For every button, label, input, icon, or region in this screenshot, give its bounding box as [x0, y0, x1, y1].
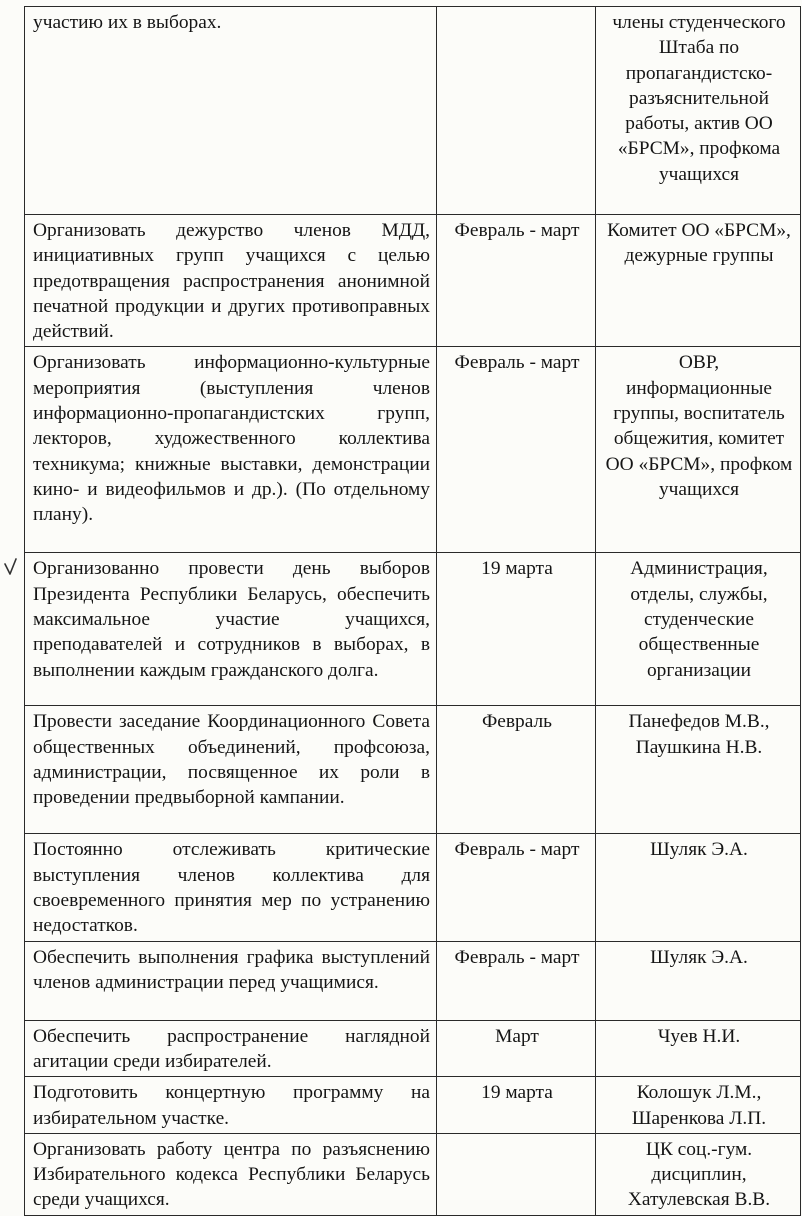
table-row — [25, 1077, 801, 1134]
task-cell: Обеспечить распространение наглядной агитации среди избирателей. — [25, 1020, 437, 1077]
task-cell: Организовать информационно-культурные мероприятия (выступления членов информационно-пропагандистских групп, лекторов, художественного коллектива техникума; книжные выставки, демонстрации кино- и видеофильмов и др.). (По отдельному плану). — [25, 347, 437, 553]
table-row — [25, 347, 801, 553]
task-cell: участию их в выборах. — [25, 7, 437, 215]
date-cell: Март — [437, 1020, 596, 1077]
responsible-cell: Колошук Л.М., Шаренкова Л.П. — [596, 1077, 801, 1134]
responsible-cell: ОВР, информационные группы, воспитатель общежития, комитет ОО «БРСМ», профком учащихся — [596, 347, 801, 553]
date-cell: Февраль — [437, 706, 596, 834]
table-row — [25, 553, 801, 706]
event-plan-table — [24, 6, 801, 1216]
task-cell: Постоянно отслеживать критические выступления членов коллектива для своевременного принятия мер по устранению недостатков. — [25, 834, 437, 941]
table-row — [25, 1133, 801, 1215]
task-cell: Организовать работу центра по разъяснению Избирательного кодекса Республики Беларусь среди учащихся. — [25, 1133, 437, 1215]
responsible-cell: Панефедов М.В., Паушкина Н.В. — [596, 706, 801, 834]
responsible-cell: члены студенческого Штаба по пропагандистско-разъяснительной работы, актив ОО «БРСМ», профкома учащихся — [596, 7, 801, 215]
responsible-cell: Комитет ОО «БРСМ», дежурные группы — [596, 215, 801, 347]
responsible-cell: Администрация, отделы, службы, студенческие общественные организации — [596, 553, 801, 706]
date-cell: Февраль - март — [437, 347, 596, 553]
table-row — [25, 215, 801, 347]
date-cell — [437, 1133, 596, 1215]
task-cell: Обеспечить выполнения графика выступлений членов администрации перед учащимися. — [25, 941, 437, 1020]
responsible-cell: ЦК соц.-гум. дисциплин, Хатулевская В.В. — [596, 1133, 801, 1215]
task-cell: Организовать дежурство членов МДД, инициативных групп учащихся с целью предотвращения распространения анонимной печатной продукции и других противоправных действий. — [25, 215, 437, 347]
date-cell: Февраль - март — [437, 215, 596, 347]
responsible-cell: Шуляк Э.А. — [596, 941, 801, 1020]
task-cell: Подготовить концертную программу на избирательном участке. — [25, 1077, 437, 1134]
table-row — [25, 834, 801, 941]
date-cell: Февраль - март — [437, 834, 596, 941]
task-cell: Провести заседание Координационного Совета общественных объединений, профсоюза, администрации, посвященное их роли в проведении предвыборной кампании. — [25, 706, 437, 834]
date-cell: 19 марта — [437, 1077, 596, 1134]
task-cell: Организованно провести день выборов Президента Республики Беларусь, обеспечить максимальное участие учащихся, преподавателей и сотрудников в выборах, в выполнении каждым гражданского долга. — [25, 553, 437, 706]
handwritten-check-mark — [4, 558, 18, 576]
table-row — [25, 1020, 801, 1077]
date-cell: 19 марта — [437, 553, 596, 706]
table-row — [25, 7, 801, 215]
responsible-cell: Шуляк Э.А. — [596, 834, 801, 941]
table-row — [25, 941, 801, 1020]
date-cell: Февраль - март — [437, 941, 596, 1020]
responsible-cell: Чуев Н.И. — [596, 1020, 801, 1077]
table-row — [25, 706, 801, 834]
date-cell — [437, 7, 596, 215]
